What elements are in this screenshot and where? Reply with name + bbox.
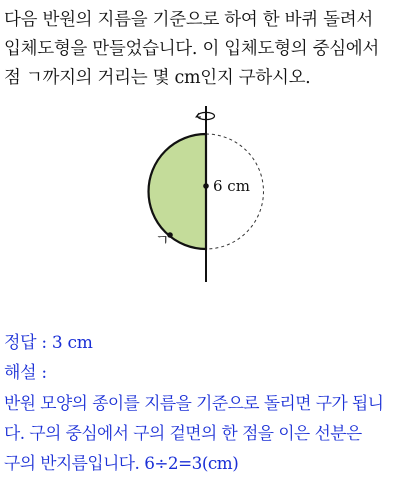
question-line-2: 입체도형을 만들었습니다. 이 입체도형의 중심에서 bbox=[4, 39, 380, 59]
figure-svg bbox=[130, 106, 290, 290]
explanation-label: 해설 : bbox=[4, 363, 47, 383]
question-text bbox=[4, 6, 396, 93]
explanation-line-2: 다. 구의 중심에서 구의 겉면의 한 점을 이은 선분은 bbox=[4, 423, 362, 443]
question-line-3: 점 ㄱ까지의 거리는 몇 cm인지 구하시오. bbox=[4, 68, 311, 88]
semicircle-rotation-figure bbox=[130, 106, 290, 290]
explanation-line-3: 구의 반지름입니다. 6÷2=3(cm) bbox=[4, 453, 239, 473]
point-label: ㄱ bbox=[155, 231, 170, 249]
question-line-1: 다음 반원의 지름을 기준으로 하여 한 바퀴 돌려서 bbox=[4, 10, 373, 30]
explanation-line-1: 반원 모양의 종이를 지름을 기준으로 돌리면 구가 됩니 bbox=[4, 393, 384, 413]
answer-label: 정답 : 3 cm bbox=[4, 333, 93, 353]
answer-section bbox=[4, 328, 398, 478]
radius-label: 6 cm bbox=[213, 177, 250, 195]
center-point bbox=[203, 183, 209, 189]
